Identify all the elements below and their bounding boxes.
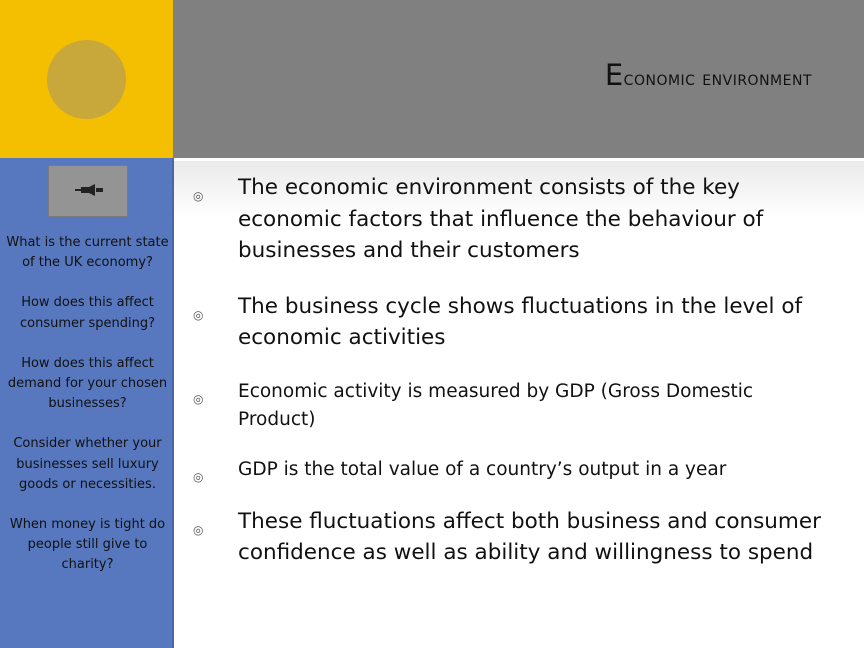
bullet-item [190,378,830,434]
sidebar-question: Consider whether your businesses sell luxury goods or necessities. [13,436,162,492]
bullet-marker-icon: ◎ [193,522,204,537]
sidebar-questions [6,233,169,596]
slide-header [173,0,864,158]
title-rest: conomic environment [623,66,812,90]
bullet-marker-icon: ◎ [193,391,204,406]
speaker-icon [75,184,103,198]
bullet-marker-icon: ◎ [193,307,204,322]
bullet-text: These fluctuations affect both business and consumer confidence as well as ability and willingness to spend [238,508,821,565]
bullet-text: GDP is the total value of a country’s output in a year [238,458,727,480]
audio-button[interactable] [48,165,128,217]
bullet-item [190,291,830,354]
sidebar-question: How does this affect demand for your chosen businesses? [7,355,168,412]
slide-title [605,58,812,92]
bullet-marker-icon: ◎ [193,189,204,203]
bullet-text: The business cycle shows fluctuations in the level of economic activities [238,293,803,350]
bullet-item [190,456,830,484]
bullet-item [190,506,830,569]
title-initial: E [604,58,624,92]
bullet-text: Economic activity is measured by GDP (Gross Domestic Product) [238,380,754,430]
sidebar-question: When money is tight do people still give to charity? [9,517,166,573]
header-separator-line [174,158,864,161]
sidebar-question: What is the current state of the UK economy? [6,235,169,271]
decorative-circle [47,40,126,119]
bullet-text: The economic environment consists of the key economic factors that influence the behaviour of businesses and their customers [238,175,764,263]
bullet-list [190,172,830,569]
bullet-item [190,172,830,267]
bullet-marker-icon: ◎ [193,469,204,484]
sidebar-divider [172,158,174,648]
sidebar-question: How does this affect consumer spending? [19,295,155,331]
